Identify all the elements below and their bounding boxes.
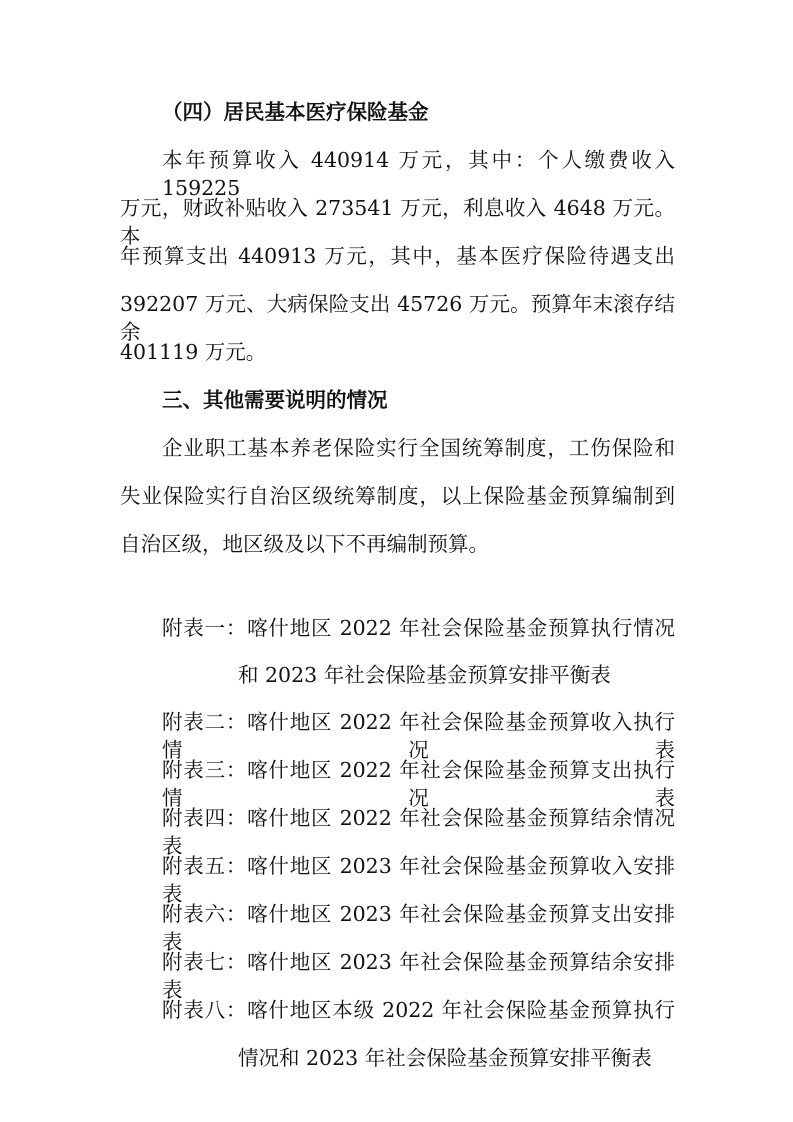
paragraph-line: 企业职工基本养老保险实行全国统筹制度，工伤保险和 xyxy=(162,436,675,460)
appendix-item-7: 附表七：喀什地区 2023 年社会保险基金预算结余安排表 xyxy=(162,950,675,1002)
appendix-item-1: 附表一：喀什地区 2022 年社会保险基金预算执行情况 xyxy=(162,616,675,640)
appendix-item-8: 附表八：喀什地区本级 2022 年社会保险基金预算执行 xyxy=(162,998,675,1022)
appendix-item-2: 附表二：喀什地区 2022 年社会保险基金预算收入执行情况表 xyxy=(162,710,675,762)
paragraph-line: 本年预算收入 440914 万元，其中：个人缴费收入 159225 xyxy=(162,148,675,200)
appendix-item-3: 附表三：喀什地区 2022 年社会保险基金预算支出执行情况表 xyxy=(162,758,675,810)
paragraph-line: 年预算支出 440913 万元，其中，基本医疗保险待遇支出 xyxy=(120,244,675,268)
paragraph-line: 自治区级，地区级及以下不再编制预算。 xyxy=(120,532,489,556)
section3-heading: 三、其他需要说明的情况 xyxy=(162,388,388,412)
appendix-item-5: 附表五：喀什地区 2023 年社会保险基金预算收入安排表 xyxy=(162,854,675,906)
appendix-item-6: 附表六：喀什地区 2023 年社会保险基金预算支出安排表 xyxy=(162,902,675,954)
appendix-item-4: 附表四：喀什地区 2022 年社会保险基金预算结余情况表 xyxy=(162,806,675,858)
section4-heading: （四）居民基本医疗保险基金 xyxy=(162,100,429,124)
paragraph-line: 401119 万元。 xyxy=(120,340,267,364)
paragraph-line: 万元，财政补贴收入 273541 万元，利息收入 4648 万元。本 xyxy=(120,196,675,248)
paragraph-line: 失业保险实行自治区级统筹制度，以上保险基金预算编制到 xyxy=(120,484,675,508)
appendix-item-1-cont: 和 2023 年社会保险基金预算安排平衡表 xyxy=(238,663,611,687)
appendix-item-8-cont: 情况和 2023 年社会保险基金预算安排平衡表 xyxy=(238,1046,652,1070)
paragraph-line: 392207 万元、大病保险支出 45726 万元。预算年末滚存结余 xyxy=(120,292,675,344)
